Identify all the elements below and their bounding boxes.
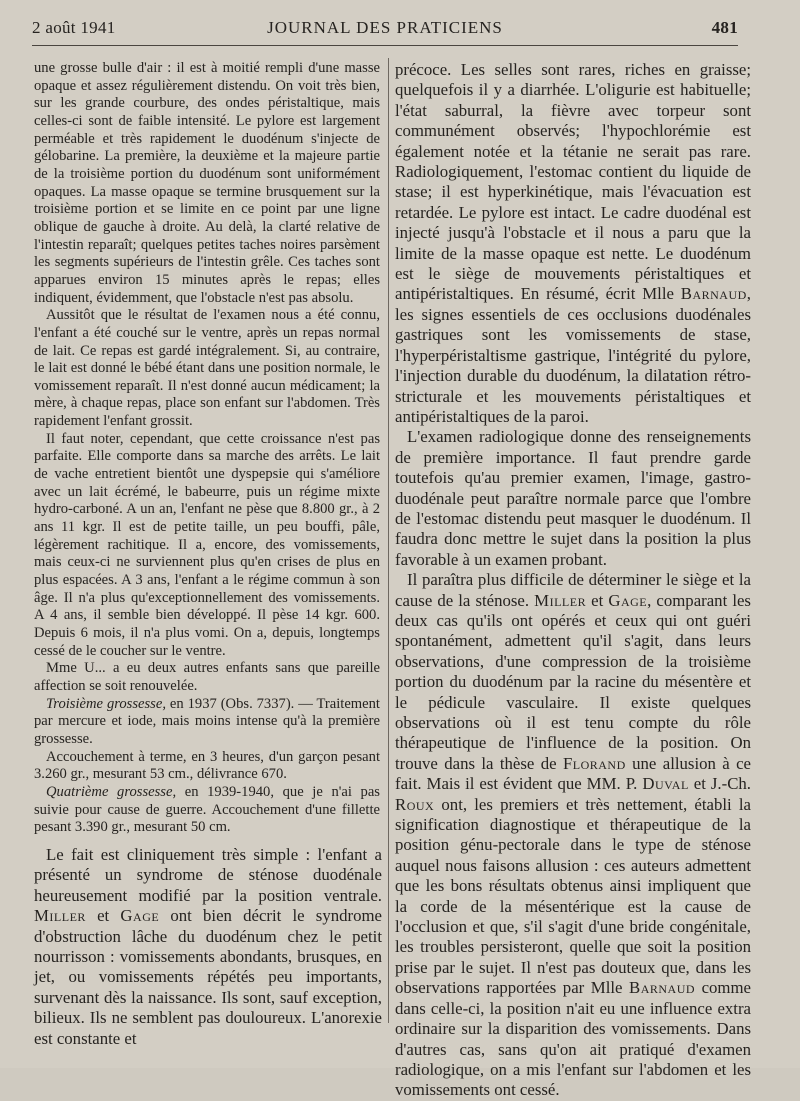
journal-title: JOURNAL DES PRATICIENS: [267, 18, 503, 37]
author-name: Florand: [562, 753, 626, 773]
italic-heading: Troisième grossesse,: [46, 695, 166, 712]
paragraph: Mme U... a eu deux autres enfants sans que pareille affection se soit renouvelée.: [34, 660, 380, 694]
paragraph: Troisième grossesse, en 1937 (Obs. 7337). — Traitement par mercure et iode, mais moins intense qu'à la première grossesse.: [34, 695, 380, 747]
author-name: Roux: [395, 794, 435, 814]
header-date: 2 août 1941: [32, 18, 116, 37]
paragraph: L'examen radiologique donne des renseignements de première importance. Il faut prendre garde toutefois qu'au premier examen, l'image, gastro-duodénale peut paraître normale parce que l'ombre de l'estomac distendu peut masquer le duodénum. Il faudra donc mettre le sujet dans la position la plus favorable à un examen probant.: [395, 427, 751, 569]
italic-heading: Quatrième grossesse,: [46, 783, 177, 800]
paragraph: une grosse bulle d'air : il est à moitié rempli d'une masse opaque et assez régulièrement distendu. On voit très bien, sur les grande courbure, des ondes péristaltique, mais celles-ci sont de faible intensité. Le pylore est largement perméable et très rapidement le duodénum s'injecte de gélobarine. La première, la deuxième et la majeure partie de la troisième portion du duodénum sont uniformément opaques. La masse opaque se termine brusquement sur la troisième portion et se limite en ce point par une ligne oblique de gauche à droite. Au delà, la clarté relative de l'intestin reparaît; quelques petites taches noires parsèment les segments supérieurs de l'intestin grêle. Ces taches sont apparues environ 15 minutes après le repas; elles indiquent, évidemment, que l'obstacle n'est pas absolu.: [34, 60, 380, 306]
author-name: Miller: [534, 590, 587, 610]
column-divider: [388, 58, 389, 1023]
right-column: [395, 60, 751, 1101]
page-header: [32, 18, 738, 42]
author-name: Miller: [34, 906, 86, 926]
paragraph: Accouchement à terme, en 3 heures, d'un garçon pesant 3.260 gr., mesurant 53 cm., délivrance 670.: [34, 748, 380, 783]
paragraph: Le fait est cliniquement très simple : l'enfant a présenté un syndrome de sténose duodénale heureusement modifié par la position ventrale. Miller et Gage ont bien décrit le syndrome d'obstruction lâche du duodénum chez le petit nourrisson : vomissements abondants, brusques, en jet, ou vomissements répétés peu importants, survenant dès la naissance. Ils sont, sauf exception, bilieux. Ils ne semblent pas douloureux. L'anorexie est constante et: [34, 845, 382, 1048]
author-name: Barnaud: [629, 978, 696, 998]
left-column-observation: [34, 60, 380, 837]
page-number: 481: [711, 18, 738, 37]
author-name: Duval: [642, 774, 689, 794]
paragraph: Il paraîtra plus difficile de déterminer le siège et la cause de la sténose. Miller et Gage, comparant les deux cas qu'ils ont opérés et ceux qui ont guéri spontanément, admettent qu'il s'agit, dans leurs observations, d'une compression de la troisième portion du duodénum par la racine du mésentère et le pédicule vasculaire. Il existe quelques observations où il est tenu compte du rôle thérapeutique de l'influence de la position. On trouve dans la thèse de Florand une allusion à ce fait. Mais il est évident que MM. P. Duval et J.-Ch. Roux ont, les premiers et très nettement, établi la signification diagnostique et thérapeutique de la position génu-pectorale dans le type de sténose auquel nous faisons allusion : ces auteurs admettent que les bons résultats obtenus ainsi impliquent que la corde de la mésentérique est la cause de l'occlusion et que, s'il s'agit d'une bride congénitale, les troubles persisteront, quelle que soit la position prise par le sujet. Il n'est pas douteux que, dans les observations rapportées par Mlle Barnaud comme dans celle-ci, la position n'ait eu une influence extra ordinaire sur la disparition des vomissements. Dans d'autres cas, sans qu'on ait pratiqué d'examen radiologique, on a mis l'enfant sur l'abdomen et les vomissements ont cessé.: [395, 570, 751, 1100]
paragraph: précoce. Les selles sont rares, riches en graisse; quelquefois il y a diarrhée. L'oligurie est habituelle; l'état saburral, la fièvre avec torpeur sont communément observés; l'hypochlorémie est également notée et la tétanie ne serait pas rare. Radiologiquement, l'estomac contient du liquide de stase; il est hyperkinétique, mais l'évacuation est retardée. Le pylore est intact. Le cadre duodénal est injecté jusqu'à l'obstacle et il nous a paru que la limite de la masse opaque est nette. Le duodénum est le siège de mouvements péristaltiques et antipéristaltiques. En résumé, écrit Mlle Barnaud, les signes essentiels de ces occlusions duodénales gastriques sont les vomissements de stase, l'hyperpéristaltisme gastrique, l'intégrité du pylore, l'injection durable du duodénum, la dilatation rétro-stricturale et les mouvements péristaltiques et antipéristaltiques de la paroi.: [395, 60, 751, 426]
paragraph: Aussitôt que le résultat de l'examen nous a été connu, l'enfant a été couché sur le ventre, après un repas normal de lait. Ce repas est gardé intégralement. Si, au contraire, le lait est donné le bébé étant dans une position normale, le vomissement reparaît. Il n'est donné aucun médicament; la mère, à chaque repas, place son enfant sur l'abdomen. Très rapidement l'enfant grossit.: [34, 307, 380, 430]
paragraph: Il faut noter, cependant, que cette croissance n'est pas parfaite. Elle comporte dans sa marche des arrêts. Le lait de vache entretient bientôt une dyspepsie qui s'améliore avec un lait écrémé, le babeurre, puis un régime mixte hydro-carboné. A un an, l'enfant ne pèse que 8.800 gr., à 2 ans 11 kgr. Il est de petite taille, un peu bouffi, pâle, légèrement rachitique. Il a, encore, des vomissements, mais ceux-ci ne surviennent plus qu'en crises de plus en plus espacées. A 3 ans, l'enfant a le régime commun à son âge. Il n'a plus qu'exceptionnellement des vomissements. A 4 ans, il semble bien développé. Il pèse 14 kgr. 600. Depuis 6 mois, il n'a plus vomi. On a, depuis, longtemps cessé de le coucher sur le ventre.: [34, 430, 380, 659]
paragraph: Quatrième grossesse, en 1939-1940, que je n'ai pas suivie pour cause de guerre. Accouchement d'une fillette pesant 3.390 gr., mesurant 50 cm.: [34, 783, 380, 836]
author-name: Gage: [120, 906, 160, 926]
author-name: Barnaud: [680, 284, 747, 304]
left-column-discussion: [34, 845, 382, 1049]
author-name: Gage: [608, 590, 648, 610]
header-rule: [32, 45, 738, 46]
